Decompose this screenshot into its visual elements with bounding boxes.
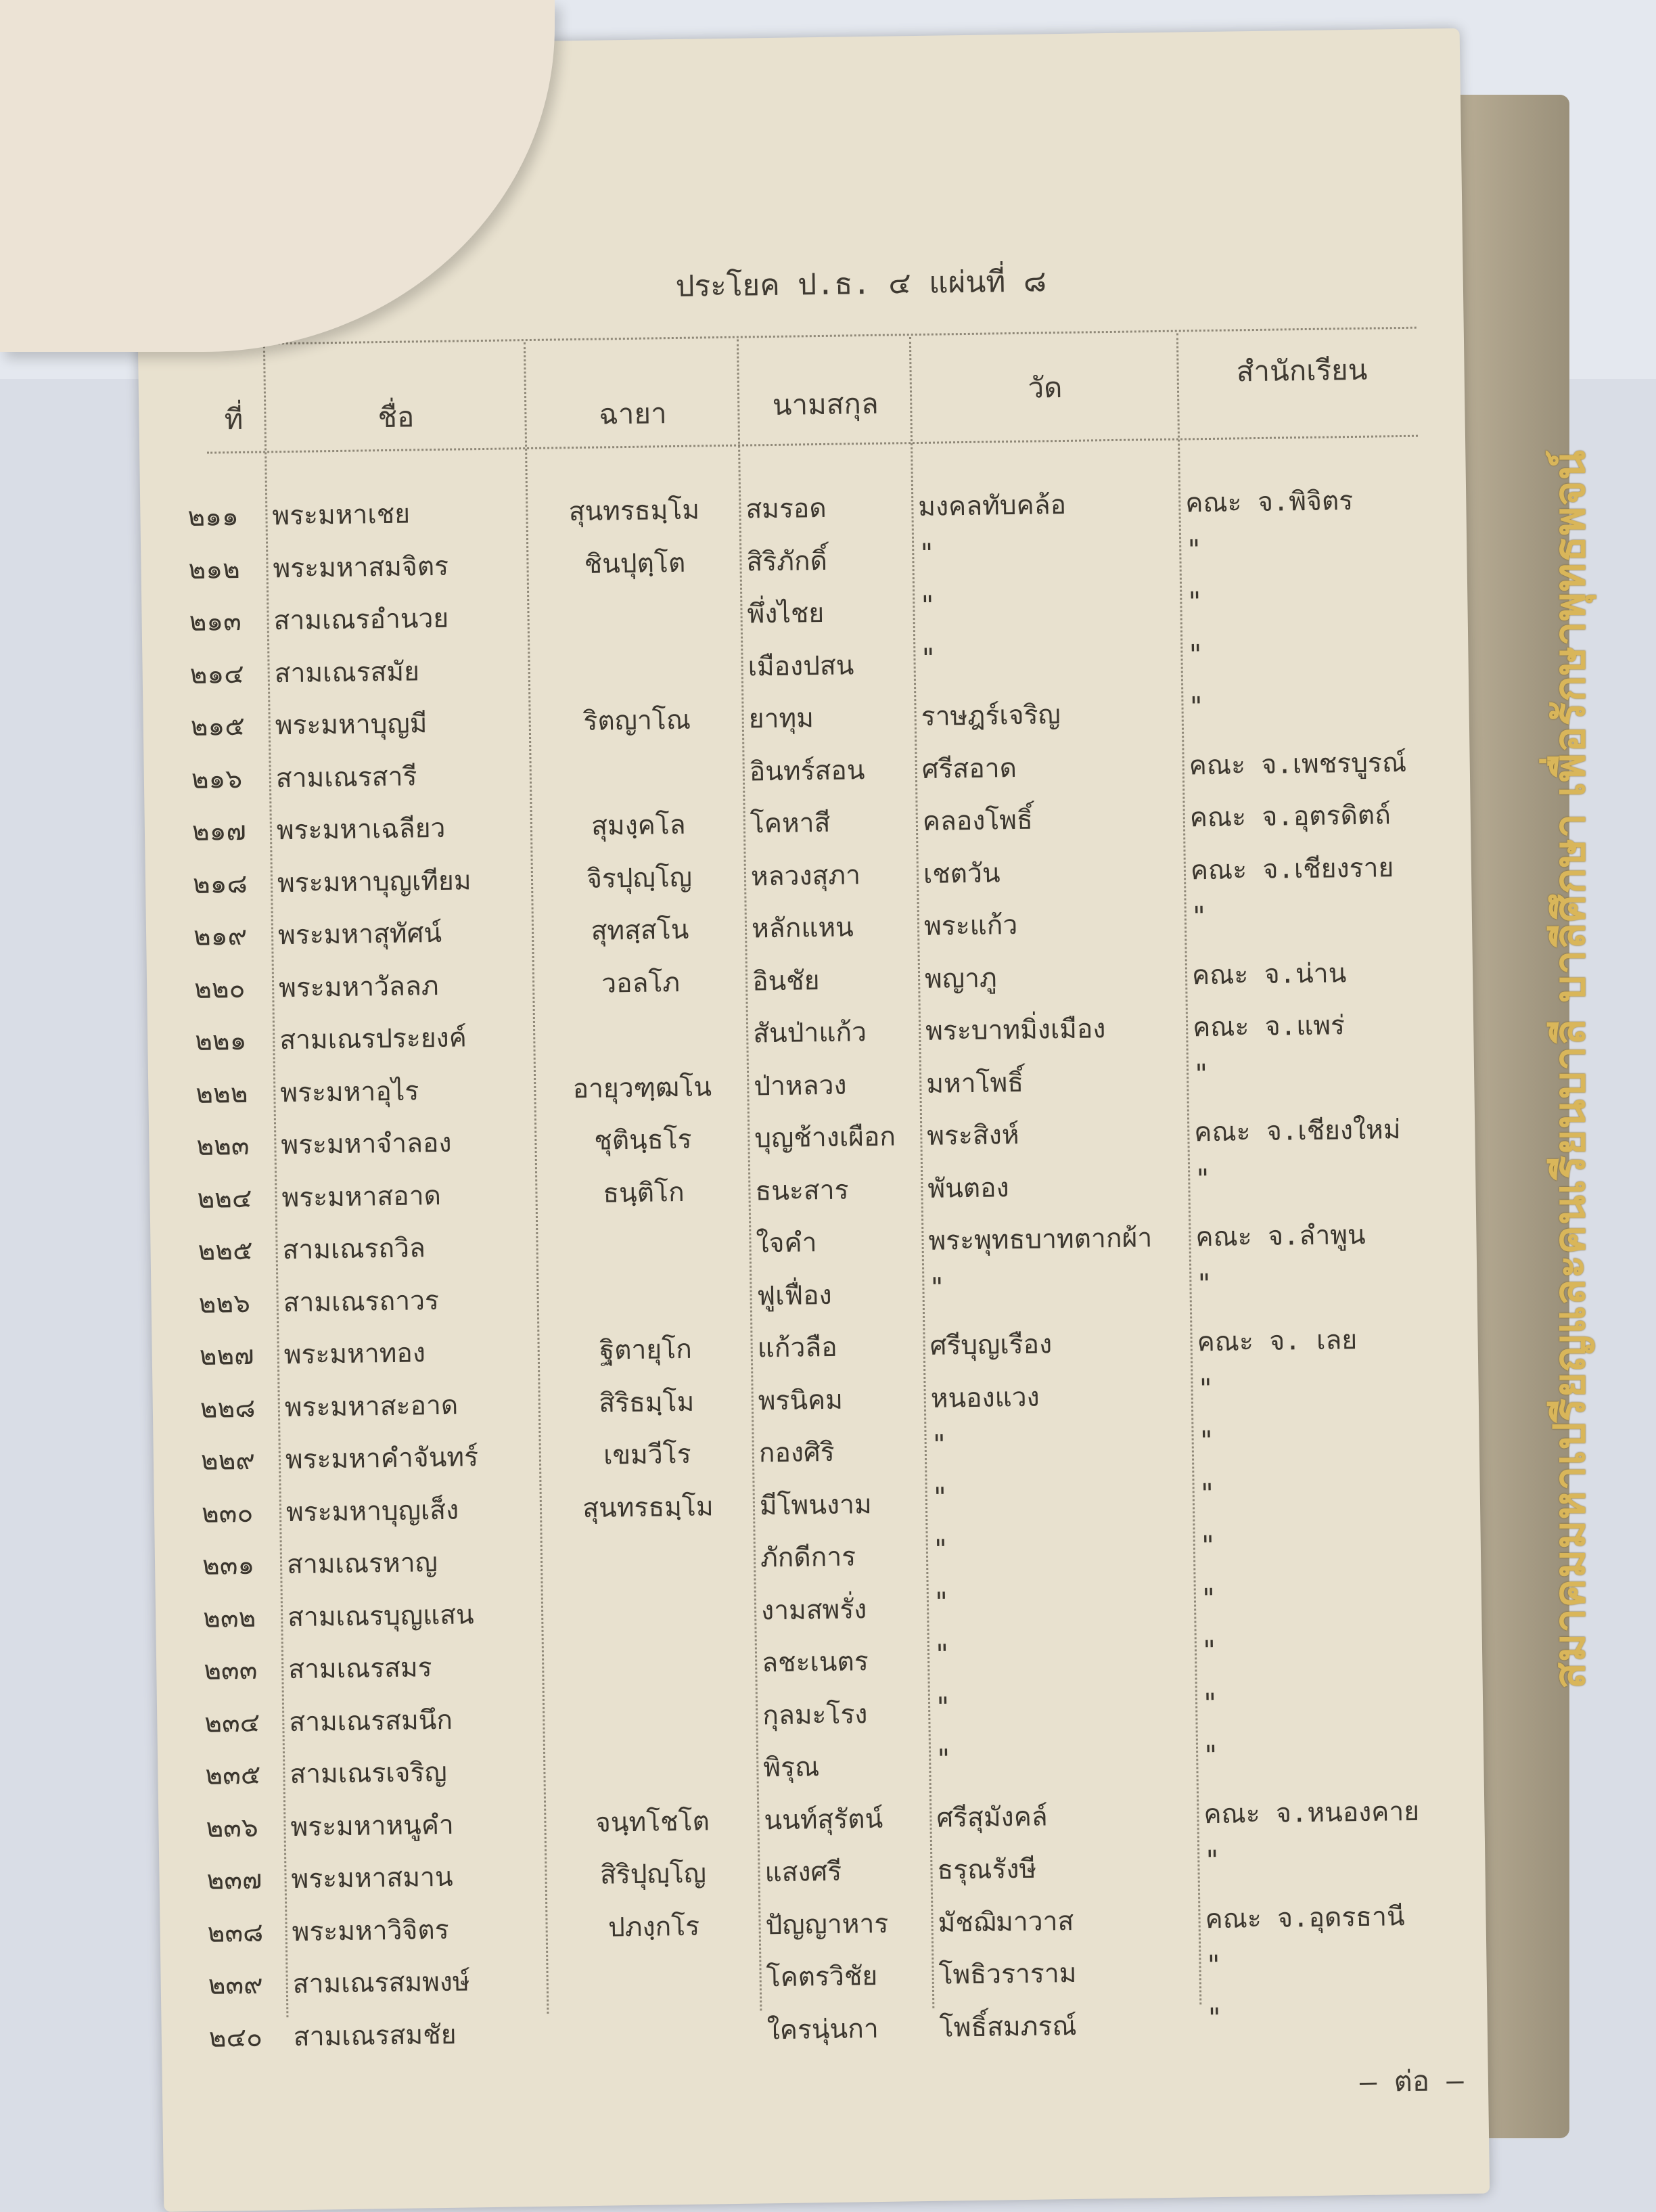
watermark-text: สมาคมมหาเปรียญและคนเรียนบาลี บาลีศึกษา เพื่อรักษาพุทธพจน์ [1545, 449, 1595, 1689]
cell-wat: มัชฌิมาวาส [938, 1905, 1074, 1939]
cell-no: ๒๓๖ [206, 1812, 258, 1844]
cell-no: ๒๓๘ [207, 1917, 264, 1949]
cell-no: ๒๓๗ [206, 1864, 262, 1896]
cell-no: ๒๑๙ [193, 920, 248, 953]
header-pen-name: ฉายา [598, 397, 667, 431]
cell-wat: พันตอง [927, 1172, 1009, 1204]
cell-name: สามเณรเจริญ [290, 1757, 447, 1790]
cell-name: สามเณรประยงค์ [279, 1022, 467, 1056]
cell-pen [549, 1694, 752, 1697]
cell-no: ๒๑๒ [188, 554, 241, 585]
cell-school: " [1198, 1426, 1215, 1457]
cell-pen [534, 593, 737, 596]
cell-name: สามเณรอำนวย [273, 603, 449, 637]
cell-school: " [1188, 692, 1205, 723]
cell-name: พระมหาวิจิตร [292, 1914, 449, 1947]
header-school: สำนักเรียน [1236, 353, 1368, 388]
header-temple: วัด [1028, 371, 1063, 405]
cell-surname: เมืองปสน [748, 650, 854, 683]
cell-school: " [1194, 1163, 1212, 1194]
cell-surname: อินทร์สอน [749, 754, 865, 788]
cell-wat: ศรีบุญเรือง [929, 1329, 1053, 1361]
cell-wat: โพธิ์สมภรณ์ [939, 2010, 1077, 2044]
cell-school: " [1187, 587, 1203, 618]
cell-name: พระมหาจำลอง [281, 1127, 452, 1161]
cell-surname: มีโพนงาม [759, 1489, 872, 1521]
cell-surname: กองศิริ [758, 1437, 835, 1469]
cell-wat: โพธิวราราม [938, 1958, 1077, 1991]
cell-name: สามเณรถาวร [283, 1285, 440, 1318]
cell-school: " [1196, 1268, 1213, 1299]
cell-wat: " [932, 1482, 948, 1513]
cell-pen [536, 750, 739, 753]
cell-pen: สุนทรธมฺโม [568, 495, 700, 528]
cell-surname: อินชัย [752, 965, 820, 997]
cell-wat: พระสิงห์ [927, 1120, 1019, 1152]
cell-name: สามเณรสมัย [274, 656, 420, 689]
page-heading: ประโยค ป.ธ. ๔ แผ่นที่ ๘ [675, 264, 1047, 304]
cell-wat: " [934, 1691, 951, 1723]
cell-pen: วอลโภ [601, 967, 681, 999]
cell-school: " [1200, 1583, 1217, 1614]
cell-pen: สิริธมฺโม [599, 1386, 695, 1419]
cell-school: คณะ จ.เชียงใหม่ [1194, 1114, 1401, 1148]
cell-surname: งามสพรั่ง [760, 1594, 867, 1626]
cell-name: สามเณรสมร [288, 1652, 432, 1686]
cell-surname: ฟูเฟื่อง [756, 1280, 832, 1311]
cell-school: คณะ จ.เชียงราย [1190, 852, 1394, 886]
cell-name: พระมหาสะอาด [284, 1390, 459, 1423]
cell-pen: อายุวฑฺฒโน [572, 1071, 712, 1104]
cell-wat: มหาโพธิ์ [925, 1067, 1024, 1100]
cell-surname: ปัญญาหาร [765, 1908, 889, 1941]
cell-pen [543, 1223, 745, 1225]
cell-wat: ธรุณรังษี [937, 1853, 1037, 1886]
cell-wat: มงคลทับคล้อ [918, 489, 1067, 522]
cell-surname: นนท์สุรัตน์ [764, 1803, 883, 1836]
cell-wat: " [919, 538, 936, 569]
cell-no: ๒๑๔ [189, 658, 245, 690]
cell-wat: " [929, 1272, 946, 1303]
cell-name: สามเณรบุญแสน [287, 1599, 474, 1633]
cell-wat: " [935, 1744, 952, 1775]
cell-name: สามเณรถวิล [282, 1233, 426, 1266]
cell-no: ๒๒๖ [198, 1288, 251, 1319]
cell-no: ๒๑๓ [189, 606, 242, 638]
cell-pen: สุนทรธมฺโม [582, 1491, 714, 1524]
cell-pen: สิริปุญฺโญ [599, 1858, 707, 1891]
cell-surname: แสงศรี [764, 1856, 842, 1889]
cell-school: คณะ จ.เพชรบูรณ์ [1189, 747, 1407, 781]
cell-pen: จิรปุญฺโญ [586, 862, 693, 895]
cell-wat: " [932, 1534, 949, 1565]
cell-surname: ยาทุม [748, 703, 814, 735]
cell-surname: พึ่งไชย [747, 597, 825, 630]
cell-wat: เชตวัน [923, 857, 1001, 890]
cell-school: " [1193, 1058, 1210, 1089]
cell-surname: ป่าหลวง [753, 1070, 847, 1102]
cell-school: " [1201, 1635, 1218, 1667]
cell-wat: ศรีสุมังคล์ [936, 1801, 1048, 1834]
cell-pen [540, 1013, 743, 1016]
cell-name: พระมหาสอาด [281, 1180, 442, 1213]
cell-surname: กุลมะโรง [762, 1698, 868, 1731]
cell-school: คณะ จ.ลำพูน [1195, 1219, 1366, 1253]
cell-pen: สุมงฺคโล [591, 809, 686, 842]
cell-school: " [1199, 1531, 1216, 1562]
cell-wat: " [931, 1429, 948, 1460]
cell-pen: ชินปุตฺโต [584, 547, 686, 580]
cell-name: พระมหาวัลลภ [278, 970, 439, 1003]
header-name: ชื่อ [377, 400, 415, 434]
cell-name: พระมหาอุไร [280, 1075, 419, 1108]
cell-school: " [1185, 534, 1203, 565]
cell-no: ๒๑๘ [192, 868, 248, 900]
cell-surname: หลักแหน [751, 912, 854, 945]
continued-marker: — ต่อ — [1359, 2063, 1464, 2099]
cell-school: คณะ จ.พิจิตร [1185, 486, 1354, 519]
cell-no: ๒๓๑ [202, 1550, 255, 1581]
cell-no: ๒๒๐ [193, 973, 246, 1005]
cell-pen: เขมวีโร [603, 1439, 691, 1471]
cell-name: พระมหาบุญเทียม [277, 865, 472, 899]
cell-surname: บุญช้างเผือก [754, 1121, 896, 1154]
cell-no: ๒๒๓ [196, 1130, 250, 1162]
cell-no: ๒๑๗ [191, 815, 247, 848]
cell-wat: พระพุทธบาทตากผ้า [928, 1223, 1153, 1257]
cell-surname: สมรอด [745, 493, 827, 525]
cell-no: ๒๓๓ [203, 1654, 258, 1686]
cell-name: พระมหาสมจิตร [273, 551, 449, 584]
cell-surname: แก้วลือ [757, 1332, 837, 1364]
cell-name: สามเณรสารี [275, 761, 417, 794]
cell-school: " [1191, 901, 1208, 932]
cell-no: ๒๔๐ [208, 2022, 263, 2054]
cell-wat: พระแก้ว [923, 910, 1018, 942]
cell-name: พระมหาบุญเส็ง [285, 1495, 459, 1528]
header-surname: นามสกุล [772, 386, 879, 422]
cell-school: " [1205, 1949, 1222, 1981]
cell-school: " [1197, 1373, 1214, 1404]
cell-surname: สิริภักดิ์ [746, 545, 828, 578]
cell-no: ๒๓๕ [205, 1759, 261, 1791]
cell-wat: คลองโพธิ์ [922, 805, 1034, 837]
cell-surname: โคตรวิชัย [766, 1961, 878, 1993]
cell-name: พระมหาคำจันทร์ [285, 1442, 479, 1476]
cell-name: สามเณรสมชัย [293, 2019, 457, 2052]
cell-name: สามเณรหาญ [286, 1548, 438, 1581]
cell-name: พระมหาบุญมี [275, 708, 428, 742]
cell-name: พระมหาหนูคำ [290, 1809, 455, 1843]
cell-school: คณะ จ.หนองคาย [1203, 1796, 1420, 1830]
cell-no: ๒๒๑ [194, 1025, 247, 1057]
cell-school: " [1187, 639, 1204, 670]
cell-name: พระมหาทอง [283, 1338, 426, 1371]
cell-wat: " [933, 1587, 950, 1618]
cell-school: คณะ จ.อุตรดิตถ์ [1189, 800, 1392, 834]
cell-no: ๒๒๙ [200, 1445, 256, 1476]
cell-no: ๒๓๒ [202, 1602, 256, 1634]
cell-wat: พระบาทมิ่งเมือง [925, 1014, 1106, 1047]
cell-wat: " [919, 590, 936, 621]
cell-no: ๒๒๕ [198, 1235, 253, 1267]
cell-pen: ริตญาโณ [583, 704, 691, 737]
cell-school: คณะ จ. เลย [1197, 1325, 1358, 1358]
cell-surname: สันป่าแก้ว [752, 1017, 867, 1049]
cell-school: คณะ จ.แพร่ [1192, 1010, 1346, 1043]
cell-pen: ฐิตายุโก [599, 1334, 693, 1366]
cell-no: ๒๒๔ [197, 1183, 252, 1215]
cell-surname: หลวงสุภา [750, 859, 861, 892]
cell-name: พระมหาเชย [272, 499, 411, 532]
cell-surname: ลชะเนตร [761, 1646, 869, 1679]
cell-pen [550, 1747, 753, 1750]
cell-no: ๒๑๕ [190, 710, 246, 743]
cell-wat: " [920, 643, 937, 674]
cell-name: สามเณรสมนึก [289, 1705, 453, 1738]
cell-name: พระมหาเฉลียว [276, 813, 446, 847]
cell-pen: ชุตินฺธโร [594, 1124, 692, 1156]
cell-no: ๒๓๙ [208, 1969, 264, 2001]
cell-school: " [1202, 1740, 1219, 1771]
cell-surname: โคหาสี [750, 807, 831, 840]
cell-no: ๒๒๒ [196, 1078, 248, 1110]
cell-pen: สุทสฺสโน [591, 914, 689, 947]
cell-pen: ปภงฺกโร [607, 1911, 700, 1943]
cell-wat: ราษฎร์เจริญ [921, 700, 1061, 732]
cell-pen: ธนฺติโก [602, 1177, 685, 1209]
cell-school: คณะ จ.น่าน [1191, 957, 1347, 991]
header-no: ที่ [224, 402, 244, 436]
cell-school: คณะ จ.อุดรธานี [1205, 1901, 1405, 1935]
cell-name: พระมหาสุทัศน์ [277, 918, 442, 951]
cell-no: ๒๒๗ [199, 1340, 254, 1372]
cell-school: " [1199, 1478, 1216, 1509]
header-top-rule [206, 327, 1417, 346]
cell-surname: พรนิคม [758, 1384, 844, 1416]
cell-pen: จนฺทโชโต [595, 1805, 710, 1838]
cell-no: ๒๑๖ [191, 763, 243, 795]
cell-wat: " [934, 1639, 950, 1670]
document-page [134, 28, 1490, 2212]
cell-school: " [1201, 1688, 1218, 1719]
cell-surname: ภักดีการ [760, 1541, 856, 1574]
cell-wat: หนองแวง [930, 1382, 1040, 1414]
cell-pen [547, 1537, 750, 1540]
cell-pen [543, 1275, 746, 1278]
cell-no: ๒๑๑ [187, 501, 239, 533]
cell-name: พระมหาสมาน [291, 1861, 453, 1895]
cell-pen [548, 1589, 751, 1592]
cell-no: ๒๓๔ [204, 1707, 260, 1739]
cell-surname: ใครนุ่นกา [766, 2013, 879, 2046]
cell-wat: ศรีสอาด [921, 752, 1017, 785]
cell-surname: ใจคำ [756, 1227, 817, 1259]
cell-no: ๒๓๐ [201, 1497, 254, 1529]
cell-pen [553, 1957, 756, 1960]
cell-pen [553, 2009, 756, 2012]
cell-name: สามเณรสมพงษ์ [292, 1966, 470, 2000]
cell-surname: พิรุณ [763, 1752, 820, 1784]
cell-school: " [1206, 2002, 1223, 2033]
cell-no: ๒๒๘ [200, 1393, 256, 1424]
cell-school: " [1204, 1845, 1221, 1876]
cell-surname: ธนะสาร [755, 1175, 849, 1206]
cell-wat: พญาภู [924, 962, 997, 995]
cell-pen [534, 646, 737, 648]
cell-pen [549, 1642, 752, 1645]
